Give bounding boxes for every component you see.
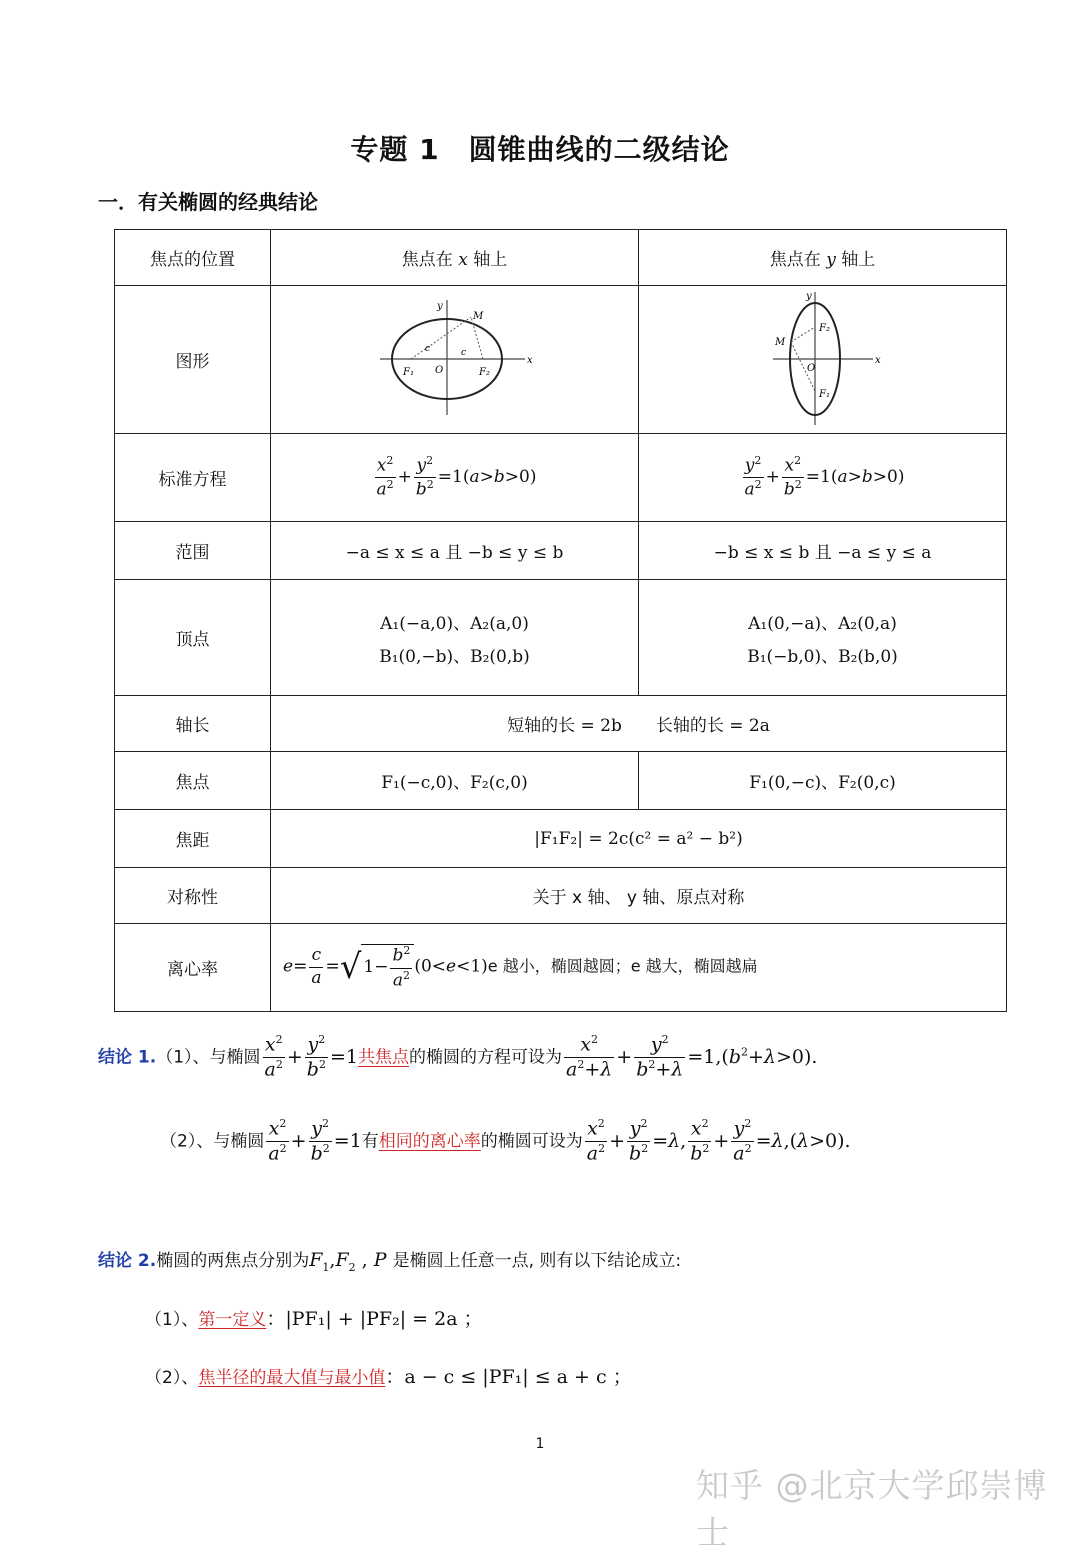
- c1-part2-red: 相同的离心率: [378, 1131, 481, 1152]
- fig2-m-label: M: [774, 337, 785, 348]
- header-y-post: 轴上: [835, 250, 876, 270]
- vertices-x-a: A₁(−a,0)、A₂(a,0): [380, 613, 529, 634]
- c2-item1-math: ：|PF₁| + |PF₂| = 2a ；: [266, 1308, 483, 1330]
- section-heading: 一．有关椭圆的经典结论: [98, 190, 318, 214]
- table-row-axis-length: [115, 696, 1007, 752]
- c1-part2-mid1: 有: [361, 1131, 379, 1152]
- row-label-axis-length: 轴长: [115, 696, 271, 752]
- vertices-y-b: B₁(−b,0)、B₂(b,0): [747, 646, 898, 667]
- c1-part2-mid2: 的椭圆可设为: [480, 1131, 583, 1152]
- c2-item2-math: ：a − c ≤ |PF₁| ≤ a + c ；: [385, 1366, 632, 1388]
- ellipse-properties-table: [114, 229, 1007, 1012]
- table-row-focal-distance: [115, 810, 1007, 868]
- fig2-x-label: x: [874, 355, 881, 366]
- focal-distance-value: |F₁F₂| = 2c(c² = a² − b²): [271, 810, 1007, 868]
- row-label-eccentricity: 离心率: [115, 924, 271, 1012]
- conclusion-2-item-2: [145, 1362, 632, 1389]
- c2-item2-red: 焦半径的最大值与最小值: [198, 1368, 386, 1388]
- fig2-f2-label: F₂: [818, 323, 830, 334]
- conclusion-2-intro: 结论 2.椭圆的两焦点分别为$F_1,F_2$ , P 是椭圆上任意一点, 则有以下结论成立:: [98, 1249, 682, 1274]
- fig2-origin-label: O: [806, 363, 815, 374]
- c2-text2: 是椭圆上任意一点, 则有以下结论成立:: [392, 1251, 682, 1271]
- header-focus-on-y: [639, 230, 1007, 286]
- watermark: 知乎 @北京大学邱崇博士: [696, 1466, 1048, 1552]
- fig1-y-label: y: [436, 301, 443, 312]
- table-row-vertices: [115, 580, 1007, 696]
- header-focus-position: 焦点的位置: [115, 230, 271, 286]
- horizontal-ellipse-diagram: [375, 297, 535, 417]
- table-row-range: [115, 522, 1007, 580]
- standard-eq-x: $\frac{x^2}{a^2}$ + $\frac{y^2}{b^2}$ =1(a>b>0): [271, 434, 639, 522]
- table-row-eccentricity: [115, 924, 1007, 1012]
- fig1-m-label: M: [472, 311, 483, 322]
- vertices-x-b: B₁(0,−b)、B₂(0,b): [379, 646, 530, 667]
- table-row-figure: [115, 286, 1007, 434]
- fig1-c-label-1: c: [424, 344, 430, 354]
- figure-vertical-ellipse: [639, 286, 1007, 434]
- row-label-focal-distance: 焦距: [115, 810, 271, 868]
- row-label-range: 范围: [115, 522, 271, 580]
- page-number: 1: [535, 1436, 545, 1452]
- c2-item2-prefix: （2）、: [145, 1368, 199, 1388]
- foci-y: F₁(0,−c)、F₂(0,c): [639, 752, 1007, 810]
- table-header-row: [115, 230, 1007, 286]
- table-row-symmetry: [115, 868, 1007, 924]
- symmetry-value: 关于 x 轴、 y 轴、原点对称: [271, 868, 1007, 924]
- conclusion-2-item-1: [145, 1304, 483, 1331]
- header-y-var: y: [826, 250, 836, 270]
- c2-text: 椭圆的两焦点分别为: [156, 1251, 310, 1271]
- range-y: −b ≤ x ≤ b 且 −a ≤ y ≤ a: [639, 522, 1007, 580]
- c2-item1-prefix: （1）、: [145, 1310, 199, 1330]
- fig1-f1-label: F₁: [402, 367, 414, 378]
- conclusion-1-part-2: （2）、与椭圆 $\frac{x^2}{a^2}$ + $\frac{y^2}{b^2}$ =1有相同的离心率的椭圆可设为 $\frac{x^2}{a^2}$ + $\frac{y^2}{b^2}$ =λ, $\frac{x^2}{b^2}$ + $\frac{y^2}{a^2}$ =λ,(λ>0).: [160, 1117, 851, 1165]
- row-label-symmetry: 对称性: [115, 868, 271, 924]
- header-x-pre: 焦点在: [401, 250, 459, 270]
- figure-horizontal-ellipse: [271, 286, 639, 434]
- row-label-vertices: 顶点: [115, 580, 271, 696]
- row-label-foci: 焦点: [115, 752, 271, 810]
- c1-part1-red: 共焦点: [357, 1047, 409, 1068]
- eccentricity-value: e= $\frac{c}{a}$ =√ 1− $\frac{b^2}{a^2}$ (0<e<1)e 越小，椭圆越圆；e 越大，椭圆越扁: [271, 924, 1007, 1012]
- fig1-c-label-2: c: [460, 348, 466, 358]
- table-row-standard-eq: [115, 434, 1007, 522]
- row-label-standard-eq: 标准方程: [115, 434, 271, 522]
- header-y-pre: 焦点在: [769, 250, 827, 270]
- header-x-post: 轴上: [467, 250, 508, 270]
- axis-length-value: 短轴的长 = 2b 长轴的长 = 2a: [271, 696, 1007, 752]
- vertices-y: [639, 580, 1007, 696]
- vertical-ellipse-diagram: [763, 287, 883, 427]
- standard-eq-y: $\frac{y^2}{a^2}$ + $\frac{x^2}{b^2}$ =1(a>b>0): [639, 434, 1007, 522]
- conclusion-1-part-1: 结论 1.（1）、与椭圆 $\frac{x^2}{a^2}$ + $\frac{y^2}{b^2}$ =1共焦点的椭圆的方程可设为 $\frac{x^2}{a^2+\lambda}$ + $\frac{y^2}{b^2+\lambda}$ $=1,(b^2+\lambda>0)$.: [98, 1033, 818, 1081]
- fig2-f1-label: F₁: [818, 389, 830, 400]
- fig2-y-label: y: [805, 291, 812, 302]
- header-x-var: x: [458, 250, 468, 270]
- fig1-origin-label: O: [434, 365, 443, 376]
- foci-x: F₁(−c,0)、F₂(c,0): [271, 752, 639, 810]
- c2-item1-red: 第一定义: [198, 1310, 267, 1330]
- conclusion-1-label: 结论 1.: [98, 1047, 157, 1068]
- c1-part1-mid: 的椭圆的方程可设为: [408, 1047, 562, 1068]
- vertices-y-a: A₁(0,−a)、A₂(0,a): [748, 613, 897, 634]
- vertices-x: [271, 580, 639, 696]
- conclusion-2-label: 结论 2.: [98, 1251, 157, 1271]
- header-focus-on-x: [271, 230, 639, 286]
- page-title: 专题 1 圆锥曲线的二级结论: [350, 133, 730, 166]
- c1-part1-prefix: （1）、与椭圆: [156, 1047, 261, 1068]
- fig1-x-label: x: [526, 355, 533, 366]
- eccentricity-description: e 越小，椭圆越圆；e 越大，椭圆越扁: [487, 957, 758, 976]
- table-row-foci: [115, 752, 1007, 810]
- fig1-f2-label: F₂: [478, 367, 490, 378]
- range-x: −a ≤ x ≤ a 且 −b ≤ y ≤ b: [271, 522, 639, 580]
- row-label-figure: 图形: [115, 286, 271, 434]
- c1-part2-prefix: （2）、与椭圆: [160, 1131, 265, 1152]
